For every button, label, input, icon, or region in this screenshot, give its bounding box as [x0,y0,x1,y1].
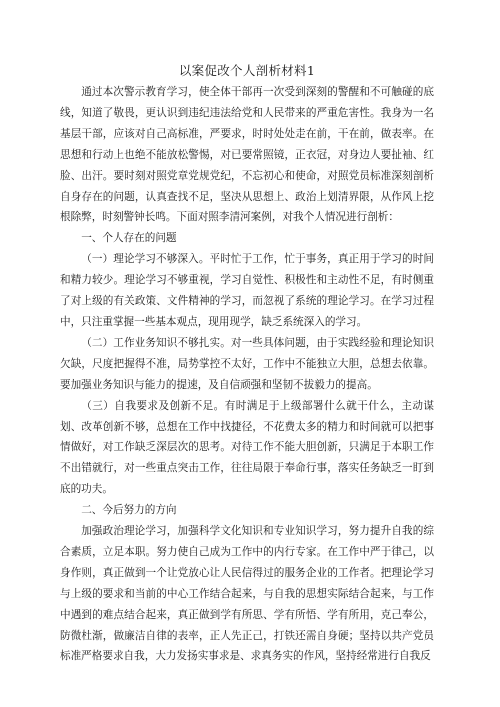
direction-paragraph: 加强政治理论学习，加强科学文化知识和专业知识学习，努力提升自我的综合素质，立足本职。努力使自己成为工作中的内行专家。在工作中严于律己，以身作则，真正做到一个让党放心让人民信得过的服务企业的工作者。把理论学习与上级的要求和当前的中心工作结合起来，与自我的思想实际结合起来，与工作中遇到的难点结合起来，真正做到学有所思、学有所悟、学有所用，克己奉公，防微杜渐，做廉洁自律的表率，正人先正己，打铁还需自身硬；坚持以共产党员标准严格要求自我，大力发扬实事求是、求真务实的作风，坚持经常进行自我反 [60,525,434,663]
problem-paragraph-1: （一）理论学习不够深入。平时忙于工作，忙于事务，真正用于学习的时间和精力较少。理论学习不够重视，学习自觉性、积极性和主动性不足，有时侧重了对上级的有关政策、文件精神的学习，而忽视了系统的理论学习。在学习过程中，只注重掌握一些基本观点，现用现学，缺乏系统深入的学习。 [60,253,434,328]
document-page [60,62,434,667]
intro-paragraph: 通过本次警示教育学习，使全体干部再一次受到深刻的警醒和不可触碰的底线，知道了敬畏，更认识到违纪违法给党和人民带来的严重危害性。我身为一名基层干部，应该对自己高标准，严要求，时时处处走在前，干在前，做表率。在思想和行动上也绝不能放松警惕，对已要常照镜，正衣冠，对身边人要扯袖、红脸、出汗。要时刻对照党章党规党纪，不忘初心和使命，对照党员标准深刻剖析自身存在的问题，认真查找不足，坚决从思想上、政治上划清界限，从作风上挖根除弊，时刻警钟长鸣。下面对照李清河案例，对我个人情况进行剖析： [60,86,434,224]
document-title: 以案促改个人剖析材料1 [178,63,316,78]
problem-paragraph-2: （二）工作业务知识不够扎实。对一些具体问题，由于实践经验和理论知识欠缺，尺度把握得不准，局势掌控不太好，工作中不能独立大胆，总想去依靠。要加强业务知识与能力的提速，及自信顽强和坚韧不拔毅力的提高。 [60,336,434,391]
section-heading-problems: 一、个人存在的问题 [81,232,177,245]
section-heading-direction: 二、今后努力的方向 [81,504,177,517]
problem-paragraph-3: （三）自我要求及创新不足。有时满足于上级部署什么就干什么，主动谋划、改革创新不够，总想在工作中找捷径，不花费太多的精力和时间就可以把事情做好，对工作缺乏深层次的思考。对待工作不能大胆创新，只满足于本职工作不出错就行，对一些重点突击工作，往往局限于奉命行事，落实任务缺乏一盯到底的功夫。 [60,399,434,496]
